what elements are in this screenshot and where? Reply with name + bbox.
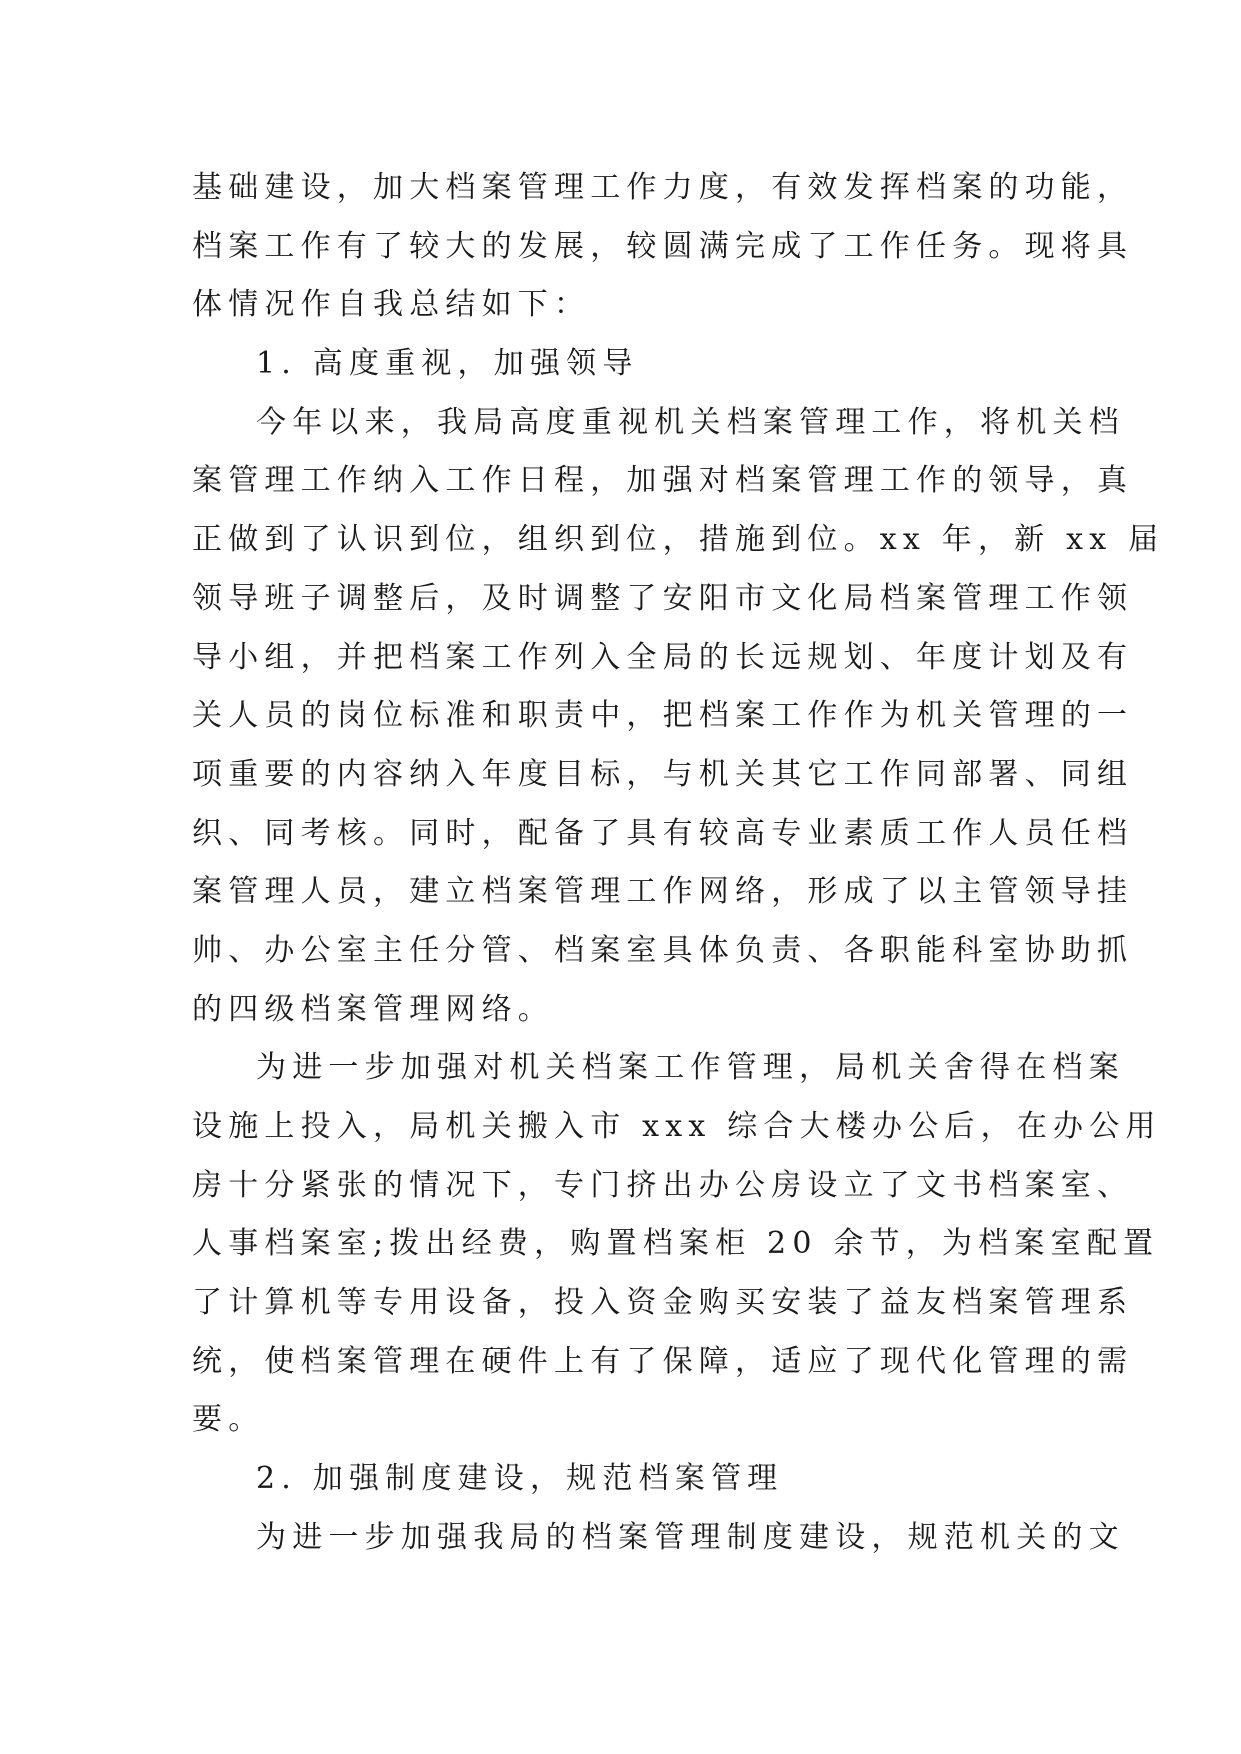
body-text [192, 159, 1165, 1568]
text-line: 帅、办公室主任分管、档案室具体负责、各职能科室协助抓 [192, 932, 1134, 968]
text-line: 体情况作自我总结如下： [192, 287, 591, 323]
text-line: 正做到了认识到位，组织到位，措施到位。xx 年，新 xx 届 [192, 522, 1165, 558]
text-line: 案管理工作纳入工作日程，加强对档案管理工作的领导，真 [192, 463, 1134, 499]
text-line: 人事档案室;拨出经费，购置档案柜 20 余节，为档案室配置 [192, 1226, 1160, 1262]
text-line: 统，使档案管理在硬件上有了保障，适应了现代化管理的需 [192, 1343, 1134, 1379]
text-line: 今年以来，我局高度重视机关档案管理工作，将机关档 [256, 404, 1125, 440]
text-line: 项重要的内容纳入年度目标，与机关其它工作同部署、同组 [192, 756, 1134, 792]
text-line: 织、同考核。同时，配备了具有较高专业素质工作人员任档 [192, 815, 1134, 851]
text-line: 的四级档案管理网络。 [192, 991, 554, 1027]
text-line: 设施上投入，局机关搬入市 xxx 综合大楼办公后，在办公用 [192, 1109, 1162, 1144]
text-line: 了计算机等专用设备，投入资金购买安装了益友档案管理系 [192, 1285, 1134, 1321]
text-line: 为进一步加强我局的档案管理制度建设，规范机关的文 [256, 1519, 1125, 1555]
text-line: 为进一步加强对机关档案工作管理，局机关舍得在档案 [256, 1050, 1125, 1086]
text-line: 导小组，并把档案工作列入全局的长远规划、年度计划及有 [192, 639, 1134, 675]
text-line: 房十分紧张的情况下，专门挤出办公房设立了文书档案室、 [192, 1167, 1134, 1203]
text-line: 领导班子调整后，及时调整了安阳市文化局档案管理工作领 [192, 580, 1134, 616]
text-line: 案管理人员，建立档案管理工作网络，形成了以主管领导挂 [192, 874, 1134, 910]
text-line: 基础建设，加大档案管理工作力度，有效发挥档案的功能， [192, 170, 1134, 205]
section-heading: 2. 加强制度建设，规范档案管理 [256, 1461, 784, 1497]
text-line: 关人员的岗位标准和职责中，把档案工作作为机关管理的一 [192, 698, 1134, 734]
text-line: 要。 [192, 1402, 265, 1438]
section-heading: 1. 高度重视，加强领导 [256, 346, 639, 382]
text-line: 档案工作有了较大的发展，较圆满完成了工作任务。现将具 [192, 228, 1134, 264]
